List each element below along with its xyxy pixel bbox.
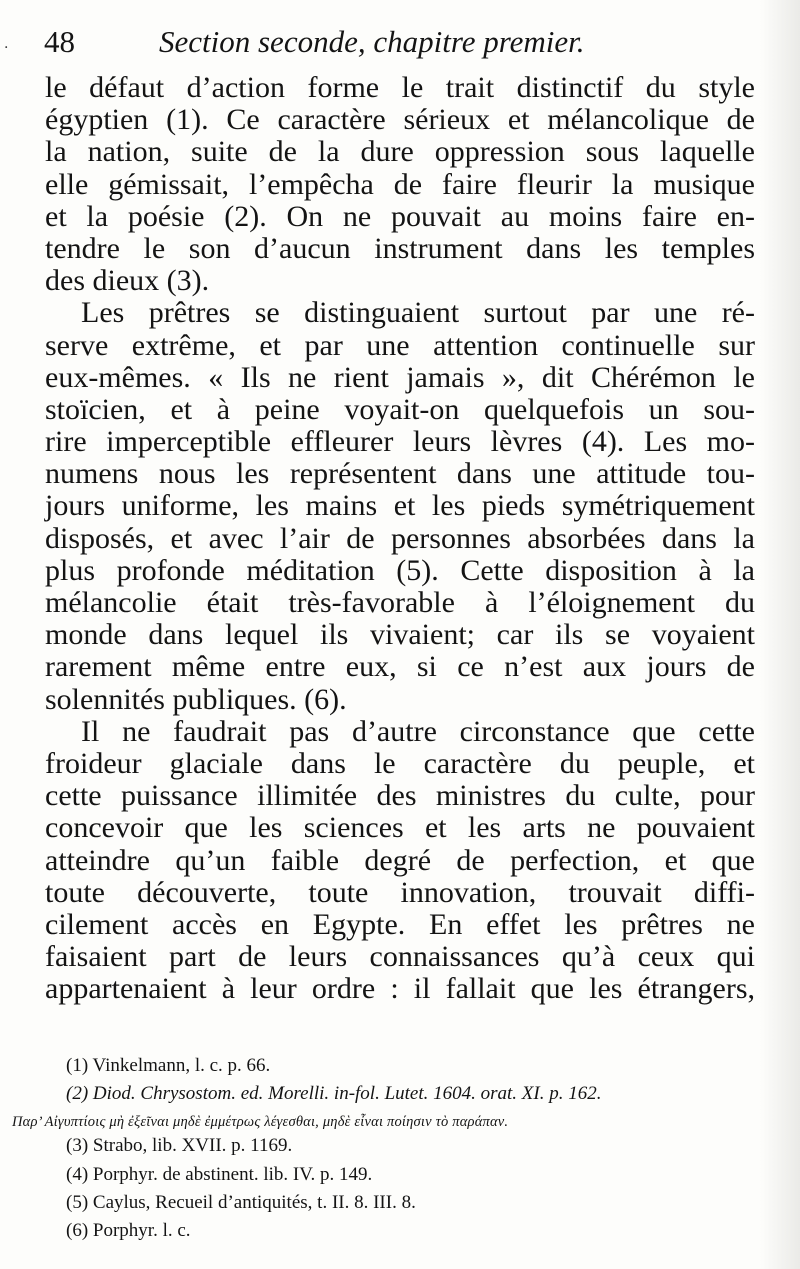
text-line: froideur glaciale dans le caractère du peuple, et <box>45 746 755 780</box>
page-edge-shadow <box>760 0 800 1269</box>
text-line: numens nous les représentent dans une attitude tou- <box>45 457 755 491</box>
page-header <box>44 22 764 66</box>
text-line: Les prêtres se distinguaient surtout par une ré- <box>81 296 755 330</box>
text-line: serve extrême, et par une attention continuelle sur <box>45 328 755 362</box>
text-line: eux-mêmes. « Ils ne rient jamais », dit Chérémon le <box>45 360 755 394</box>
text-line: cilement accès en Egypte. En effet les prêtres ne <box>45 907 755 941</box>
text-line: cette puissance illimitée des ministres du culte, pour <box>45 779 755 813</box>
text-line: elle gémissait, l’empêcha de faire fleurir la musique <box>45 167 755 201</box>
text-line: la nation, suite de la dure oppression sous laquelle <box>45 135 755 169</box>
text-line: monde dans lequel ils vivaient; car ils se voyaient <box>45 618 755 652</box>
text-line: et la poésie (2). On ne pouvait au moins faire en- <box>45 199 755 233</box>
footnotes <box>12 1052 766 1245</box>
text-line: stoïcien, et à peine voyait-on quelquefois un sou- <box>45 392 755 426</box>
text-line: rire imperceptible effleurer leurs lèvres (4). Les mo- <box>45 425 755 459</box>
text-line: solennités publiques. (6). <box>45 682 347 716</box>
footnote-6: (6) Porphyr. l. c. <box>66 1219 191 1241</box>
text-line: tendre le son d’aucun instrument dans les temples <box>45 231 755 265</box>
text-line: appartenaient à leur ordre : il fallait que les étrangers, <box>45 972 755 1006</box>
text-line: des dieux (3). <box>45 264 210 298</box>
text-line: le défaut d’action forme le trait distinctif du style <box>45 71 755 104</box>
footnote-1: (1) Vinkelmann, l. c. p. 66. <box>66 1055 271 1076</box>
text-line: Il ne faudrait pas d’autre circonstance que cette <box>81 714 755 748</box>
text-line: toute découverte, toute innovation, trouvait diffi- <box>45 875 755 909</box>
text-line: plus profonde méditation (5). Cette disposition à la <box>45 553 755 587</box>
text-line: rarement même entre eux, si ce n’est aux jours de <box>45 650 755 684</box>
margin-mark: · <box>4 40 9 56</box>
page-number: 48 <box>44 24 75 59</box>
text-line: concevoir que les sciences et les arts ne pouvaient <box>45 811 755 845</box>
footnote-5: (5) Caylus, Recueil d’antiquités, t. II. 8. III. 8. <box>66 1191 416 1213</box>
running-head: Section seconde, chapitre premier. <box>159 24 585 59</box>
text-line: disposés, et avec l’air de personnes absorbées dans la <box>45 521 755 555</box>
footnote-2-greek-quote: Παρ’ Αἰγυπτίοις μὴ ἐξεῖναι μηδὲ ἐμμέτρως λέγεσθαι, μηδὲ εἶναι ποίησιν τὸ παράπαν. <box>12 1114 509 1131</box>
text-line: jours uniforme, les mains et les pieds symétriquement <box>45 489 755 523</box>
text-line: égyptien (1). Ce caractère sérieux et mélancolique de <box>45 103 755 137</box>
text-line: atteindre qu’un faible degré de perfection, et que <box>45 843 755 877</box>
footnote-3: (3) Strabo, lib. XVII. p. 1169. <box>66 1135 293 1157</box>
text-line: faisaient part de leurs connaissances qu’à ceux qui <box>45 940 755 974</box>
footnote-4: (4) Porphyr. de abstinent. lib. IV. p. 149. <box>66 1163 373 1185</box>
body-text <box>45 72 755 1005</box>
text-line: mélancolie était très-favorable à l’éloignement du <box>45 586 755 619</box>
footnote-2: (2) Diod. Chrysostom. ed. Morelli. in-fol. Lutet. 1604. orat. XI. p. 162. <box>66 1083 602 1105</box>
